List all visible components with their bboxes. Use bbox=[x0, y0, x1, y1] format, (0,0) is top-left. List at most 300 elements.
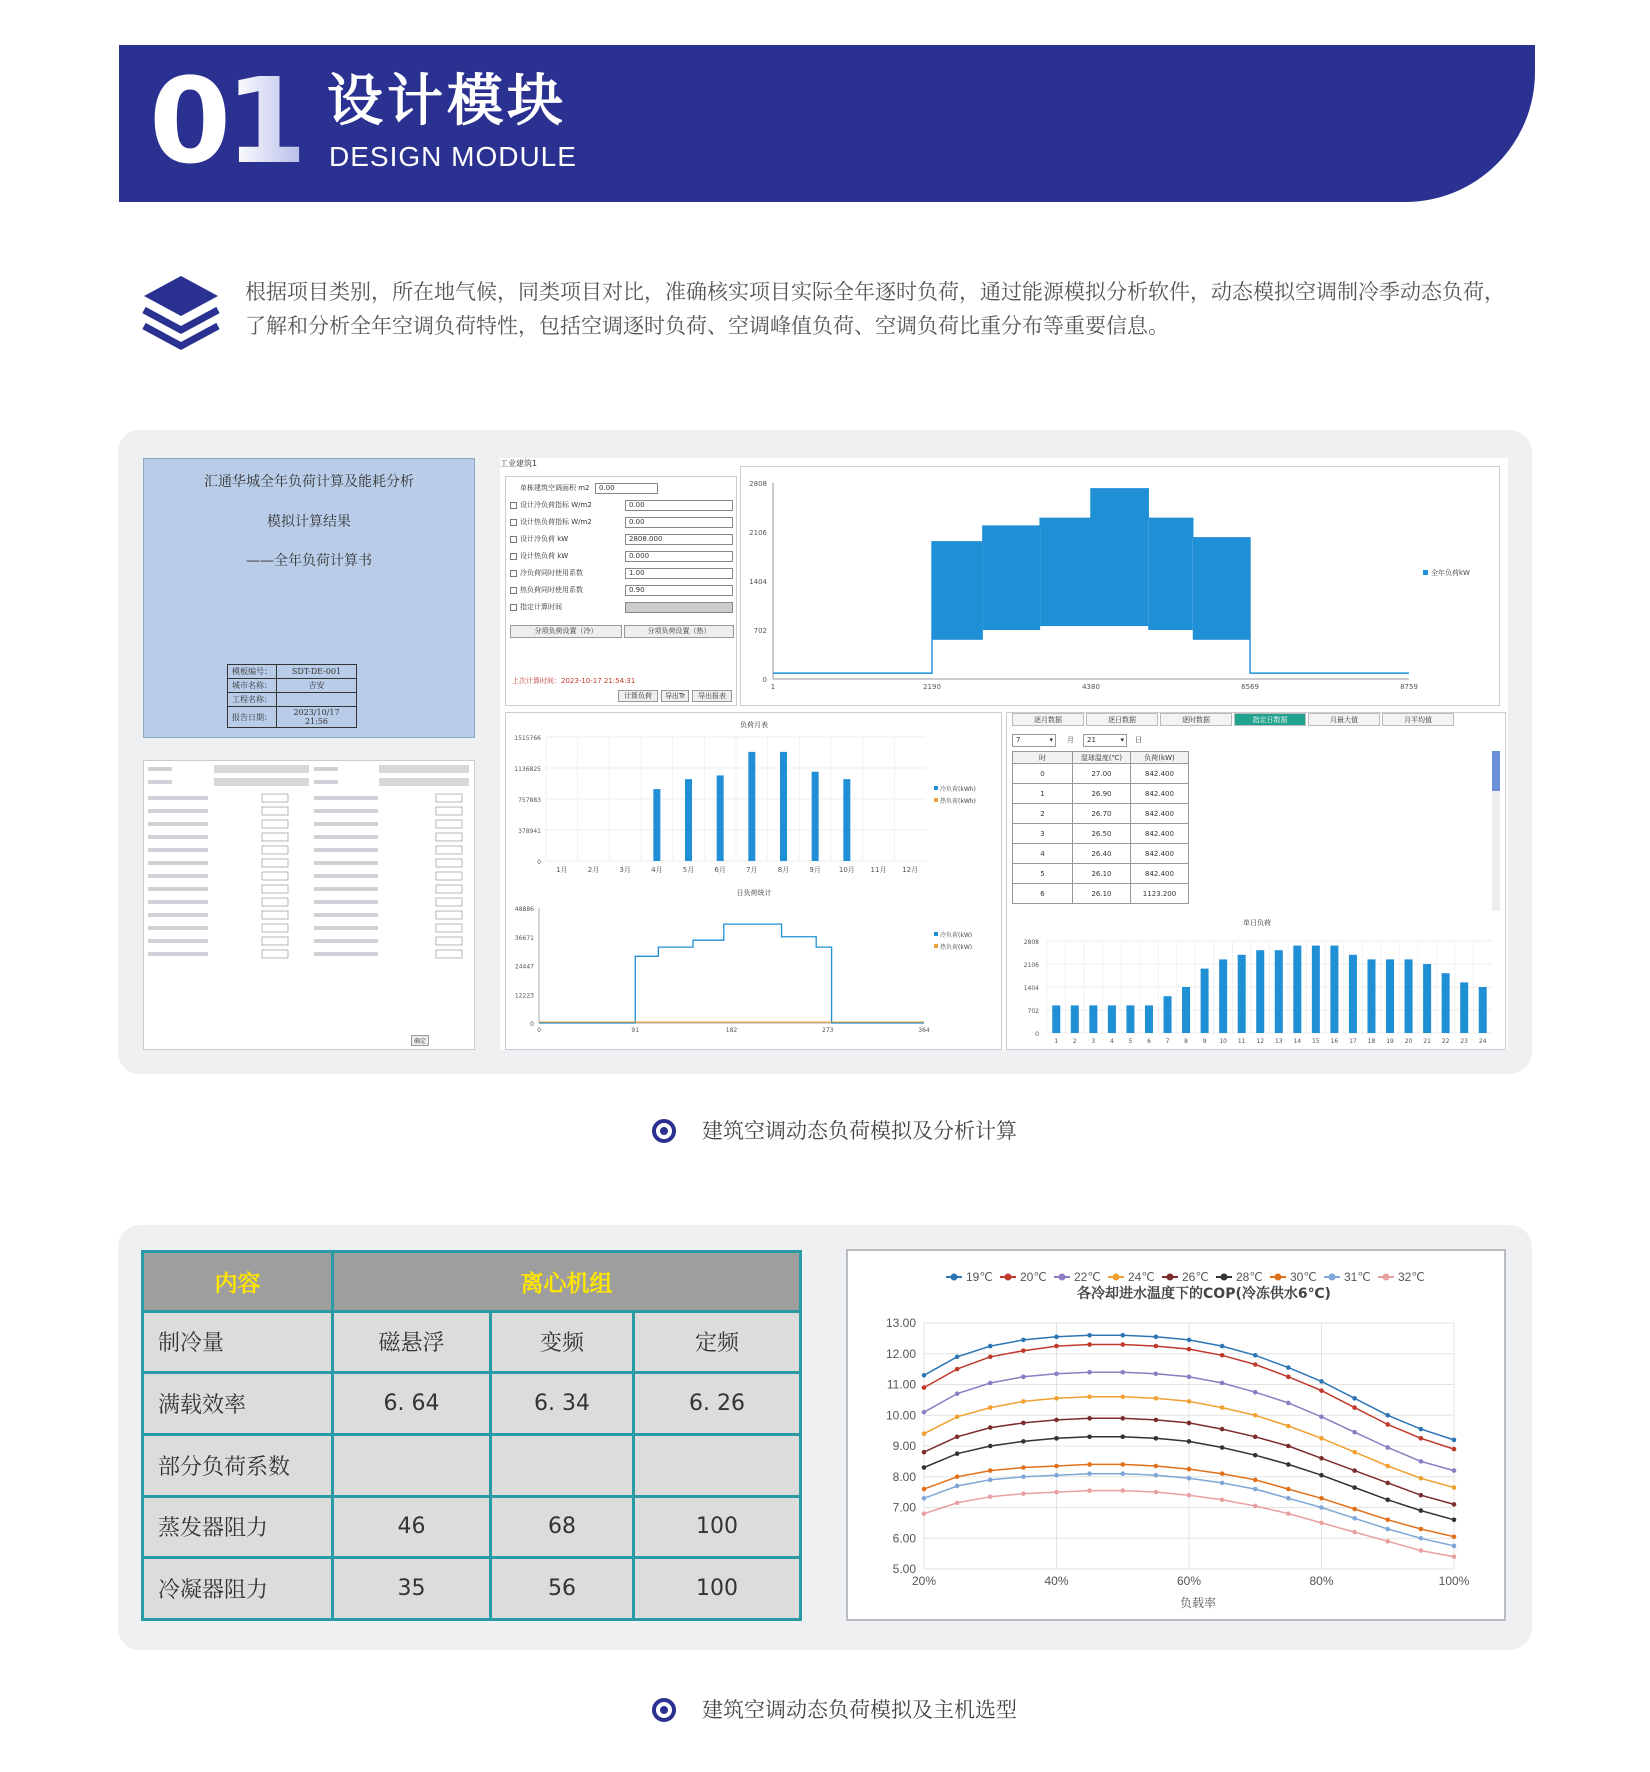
y-tick-label: 1404 bbox=[1023, 985, 1039, 992]
data-point bbox=[1419, 1548, 1424, 1553]
y-tick-label: 7.00 bbox=[892, 1500, 916, 1515]
legend-marker bbox=[1113, 1274, 1120, 1281]
x-tick-label: 23 bbox=[1460, 1038, 1469, 1045]
legend-marker bbox=[951, 1274, 958, 1281]
table-cell: 6 bbox=[1013, 884, 1073, 904]
cell: 46 bbox=[333, 1496, 491, 1558]
parameters-form bbox=[143, 760, 475, 1050]
bar bbox=[1405, 959, 1413, 1033]
param-input bbox=[436, 846, 462, 854]
y-tick-label: 378941 bbox=[518, 828, 541, 835]
data-point bbox=[1319, 1456, 1324, 1461]
form-checkbox[interactable] bbox=[510, 519, 517, 526]
data-point bbox=[1154, 1335, 1159, 1340]
x-tick-label: 80% bbox=[1309, 1574, 1334, 1588]
data-point bbox=[1054, 1344, 1059, 1349]
table-row[interactable] bbox=[1013, 824, 1189, 844]
x-tick-label: 14 bbox=[1293, 1038, 1302, 1045]
table-cell: 27.00 bbox=[1073, 764, 1131, 784]
form-row bbox=[510, 550, 734, 564]
data-point bbox=[1253, 1353, 1258, 1358]
data-point bbox=[988, 1355, 993, 1360]
y-tick-label: 702 bbox=[1027, 1008, 1039, 1015]
data-point bbox=[1286, 1462, 1291, 1467]
param-input bbox=[262, 833, 288, 841]
data-point bbox=[1419, 1536, 1424, 1541]
bar bbox=[653, 789, 660, 861]
form-row bbox=[510, 601, 734, 615]
data-tab[interactable]: 指定日数据 bbox=[1234, 713, 1306, 726]
data-point bbox=[922, 1465, 927, 1470]
x-tick-label: 18 bbox=[1367, 1038, 1376, 1045]
report-value: 2023/10/17 21:56 bbox=[277, 707, 357, 728]
column-header: 湿球温度(℃) bbox=[1073, 752, 1131, 764]
legend-label: 热负荷(kWh) bbox=[940, 798, 976, 805]
data-point bbox=[1220, 1353, 1225, 1358]
data-point bbox=[1087, 1416, 1092, 1421]
annual-load-chart bbox=[740, 466, 1500, 706]
bar bbox=[717, 775, 724, 861]
report-info-table bbox=[227, 664, 357, 728]
x-tick-label: 11 bbox=[1237, 1038, 1246, 1045]
data-point bbox=[1385, 1422, 1390, 1427]
form-row bbox=[510, 482, 734, 496]
data-point bbox=[1352, 1468, 1357, 1473]
table-row[interactable] bbox=[1013, 764, 1189, 784]
param-label-bar bbox=[148, 835, 208, 839]
data-point bbox=[955, 1474, 960, 1479]
data-tab[interactable]: 逐日数据 bbox=[1086, 713, 1158, 726]
cell: 6. 26 bbox=[634, 1373, 801, 1435]
y-tick-label: 2106 bbox=[1023, 962, 1039, 969]
export-report-button[interactable]: 导出报表 bbox=[692, 690, 732, 702]
bar bbox=[1442, 973, 1450, 1033]
data-point bbox=[988, 1478, 993, 1483]
data-point bbox=[1419, 1459, 1424, 1464]
legend-marker bbox=[1167, 1274, 1174, 1281]
data-point bbox=[1352, 1530, 1357, 1535]
load-band bbox=[1040, 518, 1091, 626]
x-tick-label: 24 bbox=[1478, 1038, 1487, 1045]
table-scrollbar[interactable] bbox=[1492, 751, 1500, 911]
table-cell: 26.90 bbox=[1073, 784, 1131, 804]
form-label: 设计冷负荷指标 W/m2 bbox=[520, 501, 592, 509]
data-point bbox=[1021, 1439, 1026, 1444]
legend-label: 冷负荷(kW) bbox=[940, 932, 973, 939]
report-subtitle: 模拟计算结果 bbox=[267, 514, 351, 530]
x-tick-label: 4 bbox=[1109, 1038, 1114, 1045]
data-point bbox=[1286, 1511, 1291, 1516]
data-point bbox=[1452, 1518, 1457, 1523]
report-cover bbox=[143, 458, 475, 738]
form-input[interactable]: 0.00 bbox=[595, 483, 658, 494]
report-value: SDT-DE-001 bbox=[277, 665, 357, 679]
window-tab[interactable]: 工业建筑1 bbox=[500, 459, 538, 468]
form-row bbox=[510, 533, 734, 547]
table-cell: 2 bbox=[1013, 804, 1073, 824]
param-input bbox=[262, 911, 288, 919]
param-input bbox=[436, 807, 462, 815]
param-label-bar bbox=[314, 809, 378, 813]
table-row[interactable] bbox=[1013, 784, 1189, 804]
form-input[interactable]: 1.00 bbox=[625, 568, 733, 579]
x-tick-label: 21 bbox=[1423, 1038, 1431, 1045]
table-cell: 842.400 bbox=[1131, 784, 1189, 804]
bar bbox=[1312, 946, 1320, 1033]
bar bbox=[1219, 959, 1227, 1033]
x-tick-label: 5 bbox=[1128, 1038, 1133, 1045]
table-row[interactable] bbox=[1013, 844, 1189, 864]
table-row bbox=[143, 1373, 801, 1435]
bar bbox=[1126, 1005, 1134, 1033]
form-checkbox[interactable] bbox=[510, 553, 517, 560]
load-band bbox=[1193, 538, 1250, 640]
caption-text: 建筑空调动态负荷模拟及主机选型 bbox=[702, 1698, 1017, 1722]
data-point bbox=[922, 1410, 927, 1415]
y-tick-label: 702 bbox=[753, 627, 767, 635]
param-label-bar bbox=[148, 874, 208, 878]
bar bbox=[1052, 1005, 1060, 1033]
bar bbox=[1386, 959, 1394, 1033]
x-tick-label: 8759 bbox=[1400, 683, 1418, 691]
table-row[interactable] bbox=[1013, 884, 1189, 904]
data-point bbox=[1253, 1453, 1258, 1458]
header-content: 内容 bbox=[143, 1252, 333, 1312]
data-point bbox=[1220, 1498, 1225, 1503]
legend-swatch bbox=[934, 786, 938, 790]
section-title: 设计模块 bbox=[327, 68, 567, 134]
param-label-bar bbox=[148, 861, 208, 865]
bar bbox=[1367, 959, 1375, 1033]
month-unit: 月 bbox=[1067, 736, 1074, 744]
calc-load-button[interactable]: 计算负荷 bbox=[618, 690, 658, 702]
chart-title: 单日负荷 bbox=[1243, 919, 1271, 927]
month-select[interactable] bbox=[1012, 734, 1056, 747]
table-cell: 842.400 bbox=[1131, 864, 1189, 884]
data-point bbox=[1286, 1487, 1291, 1492]
report-title: 汇通华城全年负荷计算及能耗分析 bbox=[204, 474, 414, 490]
y-tick-label: 1404 bbox=[749, 578, 767, 586]
param-input bbox=[436, 794, 462, 802]
data-point bbox=[1220, 1481, 1225, 1486]
data-point bbox=[1120, 1471, 1125, 1476]
table-row[interactable] bbox=[1013, 804, 1189, 824]
data-point bbox=[1286, 1424, 1291, 1429]
x-tick-label: 9 bbox=[1202, 1038, 1207, 1045]
form-checkbox[interactable] bbox=[510, 502, 517, 509]
data-point bbox=[1419, 1527, 1424, 1532]
data-point bbox=[988, 1444, 993, 1449]
data-point bbox=[1187, 1467, 1192, 1472]
data-point bbox=[1419, 1476, 1424, 1481]
x-tick-label: 2190 bbox=[923, 683, 941, 691]
data-point bbox=[1220, 1445, 1225, 1450]
param-input bbox=[262, 885, 288, 893]
table-cell: 26.10 bbox=[1073, 864, 1131, 884]
data-point bbox=[1419, 1493, 1424, 1498]
data-point bbox=[1220, 1471, 1225, 1476]
bar bbox=[1238, 955, 1246, 1033]
data-point bbox=[1385, 1539, 1390, 1544]
x-tick-label: 1月 bbox=[556, 866, 568, 874]
table-cell: 26.10 bbox=[1073, 884, 1131, 904]
data-point bbox=[1319, 1505, 1324, 1510]
form-label: 单栋建筑空调面积 m2 bbox=[520, 484, 590, 492]
param-input bbox=[262, 898, 288, 906]
caption-chiller-selection bbox=[652, 1695, 1052, 1725]
cold-load-setting-button[interactable]: 分项负荷设置（冷） bbox=[510, 625, 622, 638]
bar bbox=[1330, 946, 1338, 1033]
table-cell: 3 bbox=[1013, 824, 1073, 844]
x-tick-label: 20% bbox=[911, 1574, 937, 1588]
chart-title: 各冷却进水温度下的COP(冷冻供水6℃) bbox=[1077, 1286, 1331, 1302]
legend-marker bbox=[1221, 1274, 1228, 1281]
cell: 6. 64 bbox=[333, 1373, 491, 1435]
data-point bbox=[1054, 1490, 1059, 1495]
x-axis-label: 负载率 bbox=[1179, 1596, 1217, 1610]
data-point bbox=[988, 1381, 993, 1386]
cell bbox=[333, 1434, 491, 1496]
row-label: 冷凝器阻力 bbox=[143, 1558, 333, 1620]
data-point bbox=[1352, 1430, 1357, 1435]
x-tick-label: 91 bbox=[631, 1027, 640, 1034]
param-label-bar bbox=[314, 780, 338, 784]
param-input bbox=[262, 950, 288, 958]
data-point bbox=[1054, 1335, 1059, 1340]
x-tick-label: 2 bbox=[1072, 1038, 1077, 1045]
param-label-bar bbox=[148, 887, 208, 891]
data-point bbox=[1154, 1436, 1159, 1441]
bar bbox=[1293, 946, 1301, 1033]
data-point bbox=[1187, 1421, 1192, 1426]
data-point bbox=[1120, 1434, 1125, 1439]
heat-load-setting-button[interactable]: 分项负荷设置（热） bbox=[624, 625, 734, 638]
legend-label: 24℃ bbox=[1128, 1270, 1155, 1284]
param-label-bar bbox=[148, 952, 208, 956]
table-row[interactable] bbox=[1013, 864, 1189, 884]
cop-chart bbox=[846, 1249, 1506, 1621]
data-point bbox=[1187, 1375, 1192, 1380]
x-tick-label: 60% bbox=[1176, 1574, 1202, 1588]
data-tab[interactable]: 逐月数据 bbox=[1012, 713, 1084, 726]
header-centrifugal: 离心机组 bbox=[333, 1252, 801, 1312]
table-cell: 1123.200 bbox=[1131, 884, 1189, 904]
form-checkbox[interactable] bbox=[510, 570, 517, 577]
legend-label: 热负荷(kW) bbox=[940, 944, 973, 951]
form-row bbox=[510, 567, 734, 581]
y-tick-label: 2106 bbox=[749, 529, 767, 537]
cell: 68 bbox=[491, 1496, 634, 1558]
ok-button[interactable]: 确定 bbox=[411, 1035, 429, 1046]
data-point bbox=[1021, 1465, 1026, 1470]
form-label: 冷负荷同时使用系数 bbox=[520, 569, 583, 577]
data-point bbox=[1120, 1370, 1125, 1375]
form-input[interactable]: 0.000 bbox=[625, 551, 733, 562]
x-tick-label: 17 bbox=[1349, 1038, 1357, 1045]
data-point bbox=[1154, 1490, 1159, 1495]
data-point bbox=[1087, 1370, 1092, 1375]
form-row bbox=[510, 516, 734, 530]
target-icon bbox=[652, 1119, 676, 1143]
y-tick-label: 10.00 bbox=[885, 1408, 916, 1423]
data-point bbox=[1154, 1473, 1159, 1478]
data-point bbox=[922, 1487, 927, 1492]
day-select[interactable] bbox=[1083, 734, 1127, 747]
data-tab[interactable]: 月平均值 bbox=[1382, 713, 1454, 726]
data-point bbox=[1154, 1464, 1159, 1469]
form-input[interactable]: 0.00 bbox=[625, 517, 733, 528]
param-input bbox=[436, 937, 462, 945]
legend-label: 20℃ bbox=[1020, 1270, 1047, 1284]
data-point bbox=[922, 1373, 927, 1378]
table-cell: 0 bbox=[1013, 764, 1073, 784]
bar bbox=[1108, 1005, 1116, 1033]
y-tick-label: 36671 bbox=[514, 934, 534, 942]
param-label-bar bbox=[314, 796, 378, 800]
param-input bbox=[379, 765, 469, 773]
form-checkbox[interactable] bbox=[510, 587, 517, 594]
param-input bbox=[262, 820, 288, 828]
monthly-load-chart bbox=[505, 712, 1002, 1050]
report-key: 模板编号： bbox=[228, 665, 277, 679]
y-tick-label: 1136825 bbox=[514, 766, 541, 773]
data-point bbox=[1120, 1395, 1125, 1400]
legend-label: 26℃ bbox=[1182, 1270, 1209, 1284]
form-input[interactable]: 0.00 bbox=[625, 500, 733, 511]
data-point bbox=[1286, 1444, 1291, 1449]
cell: 56 bbox=[491, 1558, 634, 1620]
data-point bbox=[1253, 1434, 1258, 1439]
legend-label: 冷负荷(kWh) bbox=[940, 786, 976, 793]
param-input bbox=[436, 924, 462, 932]
data-point bbox=[1021, 1491, 1026, 1496]
table-cell: 842.400 bbox=[1131, 764, 1189, 784]
load-band bbox=[1091, 489, 1148, 626]
section-number: 01 bbox=[149, 52, 302, 190]
form-row bbox=[510, 499, 734, 513]
y-tick-label: 2808 bbox=[1023, 939, 1039, 946]
param-input bbox=[214, 765, 309, 773]
form-row bbox=[510, 584, 734, 598]
table-cell: 842.400 bbox=[1131, 844, 1189, 864]
data-point bbox=[1054, 1464, 1059, 1469]
legend-marker bbox=[1383, 1274, 1390, 1281]
param-input bbox=[379, 778, 469, 786]
form-label: 设计热负荷指标 W/m2 bbox=[520, 518, 592, 526]
form-input[interactable] bbox=[625, 602, 733, 613]
legend-label: 28℃ bbox=[1236, 1270, 1263, 1284]
x-tick-label: 12 bbox=[1256, 1038, 1265, 1045]
legend-marker bbox=[1329, 1274, 1336, 1281]
table-row bbox=[143, 1558, 801, 1620]
chart-title: 负荷月表 bbox=[740, 721, 768, 729]
load-input-form bbox=[505, 476, 737, 706]
legend-marker bbox=[1275, 1274, 1282, 1281]
param-label-bar bbox=[314, 913, 378, 917]
day-value: 21 bbox=[1087, 736, 1096, 744]
data-point bbox=[1220, 1405, 1225, 1410]
data-point bbox=[1385, 1527, 1390, 1532]
param-input bbox=[262, 794, 288, 802]
data-point bbox=[1319, 1436, 1324, 1441]
data-tab[interactable]: 月最大值 bbox=[1308, 713, 1380, 726]
bar bbox=[1071, 1005, 1079, 1033]
data-point bbox=[1286, 1375, 1291, 1380]
form-checkbox[interactable] bbox=[510, 536, 517, 543]
y-tick-label: 11.00 bbox=[886, 1377, 916, 1392]
param-label-bar bbox=[148, 926, 208, 930]
bar bbox=[780, 752, 787, 861]
data-point bbox=[1187, 1493, 1192, 1498]
cell: 6. 34 bbox=[491, 1373, 634, 1435]
x-tick-label: 2月 bbox=[587, 866, 600, 874]
data-point bbox=[1054, 1371, 1059, 1376]
param-input bbox=[436, 911, 462, 919]
form-checkbox[interactable] bbox=[510, 604, 517, 611]
form-input[interactable]: 0.90 bbox=[625, 585, 733, 596]
param-label-bar bbox=[148, 900, 208, 904]
bar bbox=[1349, 955, 1357, 1033]
y-tick-label: 0 bbox=[762, 676, 767, 684]
data-point bbox=[1253, 1362, 1258, 1367]
cell bbox=[634, 1434, 801, 1496]
table-cell: 1 bbox=[1013, 784, 1073, 804]
single-day-plot bbox=[1007, 909, 1507, 1049]
data-point bbox=[1253, 1487, 1258, 1492]
legend-marker bbox=[1059, 1274, 1066, 1281]
legend-swatch bbox=[934, 932, 938, 936]
param-label-bar bbox=[314, 835, 378, 839]
y-tick-label: 9.00 bbox=[892, 1439, 916, 1453]
data-tab[interactable]: 逐时数据 bbox=[1160, 713, 1232, 726]
report-key: 工程名称： bbox=[228, 693, 277, 707]
data-point bbox=[1087, 1395, 1092, 1400]
data-point bbox=[1187, 1399, 1192, 1404]
report-key: 城市名称： bbox=[228, 679, 277, 693]
y-tick-label: 0 bbox=[1035, 1031, 1039, 1038]
data-point bbox=[1054, 1436, 1059, 1441]
x-tick-label: 3 bbox=[1091, 1038, 1096, 1045]
param-label-bar bbox=[148, 939, 208, 943]
data-point bbox=[1385, 1445, 1390, 1450]
export-tr-button[interactable]: 导出Tr bbox=[661, 690, 689, 702]
legend-label: 30℃ bbox=[1290, 1270, 1317, 1284]
x-tick-label: 1 bbox=[770, 683, 776, 691]
target-icon bbox=[652, 1698, 676, 1722]
data-point bbox=[922, 1450, 927, 1455]
x-tick-label: 19 bbox=[1386, 1038, 1394, 1045]
data-point bbox=[1319, 1473, 1324, 1478]
data-point bbox=[1253, 1478, 1258, 1483]
data-point bbox=[1452, 1468, 1457, 1473]
data-point bbox=[1385, 1481, 1390, 1486]
caption-load-simulation bbox=[652, 1116, 1052, 1146]
form-input[interactable]: 2808.000 bbox=[625, 534, 733, 545]
y-tick-label: 0 bbox=[537, 859, 541, 866]
legend-swatch bbox=[934, 798, 938, 802]
x-tick-label: 11月 bbox=[870, 866, 887, 874]
param-label-bar bbox=[314, 822, 378, 826]
param-input bbox=[436, 833, 462, 841]
x-tick-label: 3月 bbox=[619, 866, 631, 874]
data-point bbox=[1319, 1379, 1324, 1384]
x-tick-label: 1 bbox=[1054, 1038, 1059, 1045]
data-point bbox=[1385, 1413, 1390, 1418]
x-tick-label: 7月 bbox=[746, 866, 758, 874]
data-point bbox=[955, 1501, 960, 1506]
data-point bbox=[1220, 1381, 1225, 1386]
table-cell: 26.40 bbox=[1073, 844, 1131, 864]
